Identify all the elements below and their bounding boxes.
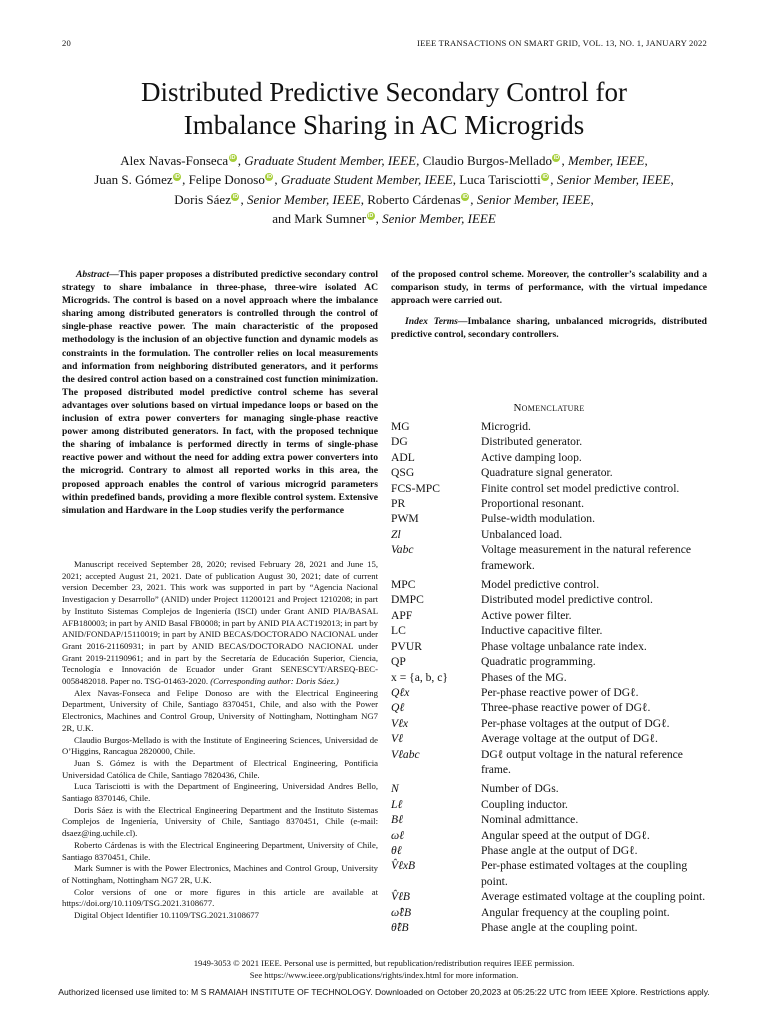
nomenclature-definition: Phases of the MG. [481,670,567,684]
nomenclature-heading: Nomenclature [513,402,585,414]
running-header [62,38,707,50]
journal-info: IEEE TRANSACTIONS ON SMART GRID, VOL. 13, NO. 1, JANUARY 2022 [417,38,707,48]
nomenclature-definition: Inductive capacitive filter. [481,624,603,638]
nomenclature-symbol: Vℓabc [391,747,420,761]
nomenclature-row [391,843,707,858]
nomenclature-symbol: Lℓ [391,797,403,811]
nomenclature-symbol: QP [391,655,406,669]
nomenclature-definition: Distributed generator. [481,435,583,449]
author-name: Juan S. Gómez [94,172,173,188]
author-name: Alex Navas-Fonseca [120,153,229,168]
author-role: Senior Member, IEEE [556,172,671,188]
author-line-1: Alex Navas-Fonseca iD , Graduate Student Member, IEEE, Claudio Burgos-Mellado iD , Member, IEEE, [120,153,648,168]
affiliation-footnote: Luca Tarisciotti is with the Department of Engineering, Universidad Andres Bello, Santiago 8370146, Chile. [62,781,378,804]
download-notice: Authorized licensed use limited to: M S RAMAIAH INSTITUTE OF TECHNOLOGY. Downloaded on October 20,2023 at 05:25:22 UTC from IEEE Xplore. Restrictions apply. [58,987,710,997]
nomenclature-symbol: MPC [391,578,416,592]
color-figures-note: Color versions of one or more figures in this article are available at https://doi.org/10.1109/TSG.2021.3108677. [62,886,378,909]
abstract-label: Abstract [76,269,110,280]
nomenclature-symbol: N [391,782,399,796]
nomenclature-symbol: ADL [391,450,415,464]
nomenclature-symbol: QSG [391,466,415,480]
nomenclature-row [391,527,707,542]
nomenclature-symbol: DMPC [391,593,424,607]
nomenclature-definition: Quadratic programming. [481,655,596,669]
nomenclature-row [391,608,707,623]
nomenclature-definition: Distributed model predictive control. [481,593,653,607]
nomenclature-symbol: Vabc [391,543,414,557]
nomenclature-symbol: θℓ [391,843,402,857]
author-role: Senior Member, IEEE [476,191,591,207]
nomenclature-definition: Quadrature signal generator. [481,466,613,480]
orcid-icon[interactable]: iD [367,212,374,219]
nomenclature-definition: Nominal admittance. [481,813,579,827]
nomenclature-definition: Angular speed at the output of DGℓ. [481,828,650,842]
copyright-line-2: See https://www.ieee.org/publications/rights/index.html for more information. [249,970,519,980]
affiliation-footnote: Doris Sáez is with the Electrical Engineering Department and the Instituto Sistemas Complejos de Ingeniería, University of Chile, Santiago 8370451, Chile (e-mail: dsaez@ing.uchile.cl). [62,804,378,839]
nomenclature-definition: Proportional resonant. [481,497,585,511]
nomenclature-definition: Per-phase reactive power of DGℓ. [481,685,639,699]
author-name: Doris Sáez [174,191,231,207]
author-role: Graduate Student Member, IEEE [280,172,453,188]
nomenclature-row [391,685,707,700]
nomenclature-definition: Coupling inductor. [481,797,568,811]
affiliation-footnote: Alex Navas-Fonseca and Felipe Donoso are with the Electrical Engineering Department, University of Chile, Santiago 8370451, Chile, and also with the Power Electronics, Machines and Control Group, University of Nottingham, Nottingham NG7 2R, U.K. [62,687,378,733]
nomenclature-definition: Average estimated voltage at the coupling point. [481,890,706,904]
nomenclature-symbol: MG [391,420,410,433]
nomenclature-row [391,920,707,935]
nomenclature-row [391,511,707,526]
nomenclature-row [391,481,707,496]
nomenclature-definition: Phase angle at the coupling point. [481,921,638,934]
nomenclature-symbol: LC [391,624,406,638]
left-column [62,268,378,517]
doi-footnote: Digital Object Identifier 10.1109/TSG.2021.3108677 [74,910,259,921]
index-terms: Index Terms—Imbalance sharing, unbalanced microgrids, distributed predictive control, secondary controllers. [391,316,707,341]
nomenclature-symbol: ω̂ℓB [391,905,412,919]
nomenclature-definition: Pulse-width modulation. [481,512,596,526]
index-terms-label: Index Terms [405,316,458,328]
index-terms-text: Imbalance sharing, unbalanced microgrids, distributed predictive control, secondary controllers. [391,316,707,341]
footnotes [62,559,378,922]
author-role: Member, IEEE [567,153,645,168]
nomenclature-definition: Per-phase voltages at the output of DGℓ. [481,716,670,730]
author-line-2: Juan S. Gómez iD , Felipe Donoso iD , Graduate Student Member, IEEE, Luca Tarisciotti iD , Senior Member, IEEE, [94,172,674,188]
affiliation-footnote: Roberto Cárdenas is with the Electrical Engineering Department, University of Chile, Santiago 8370451, Chile. [62,839,378,862]
nomenclature-symbol: θ̂ℓB [391,921,409,934]
abstract-text: This paper proposes a distributed predictive secondary control strategy to share imbalance in three-phase, three-wire isolated AC Microgrids. The control is based on a novel approach where the imbalance sharing among distributed generators is controlled through the control of single-phase reactive power. The main characteristic of the proposed methodology is the inclusion of an objective function and dynamic models as constraints in the formulation. The controller relies on local measurements and information from neighboring distributed generators, and it performs the desired control action based on a constrained cost function minimization. The proposed distributed model predictive control scheme has several advantages over solutions based on virtual impedance loops or based on the inclusion of extra power converters for managing single-phase reactive power among distributed generators. In fact, with the proposed technique the sharing of imbalance is performed directly in terms of single-phase reactive power and without the need for adding extra power converters into the microgrid. Contrary to almost all reported works in this area, the proposed approach enables the control of various microgrid parameters within predefined bands, providing a more flexible control system. Extensive simulation and Hardware in the Loop studies verify the performance [62,269,378,516]
nomenclature-row [391,639,707,654]
nomenclature-definition: Phase voltage unbalance rate index. [481,639,647,653]
author-role: Senior Member, IEEE [382,210,496,226]
nomenclature-definition: Per-phase estimated voltages at the coupling point. [481,859,688,888]
nomenclature-row [391,654,707,669]
nomenclature-definition: Model predictive control. [481,578,600,592]
copyright-line-1: 1949-3053 © 2021 IEEE. Personal use is permitted, but republication/redistribution requires IEEE permission. [193,958,575,968]
nomenclature-symbol: APF [391,608,413,622]
nomenclature-row [391,450,707,465]
affiliation-footnote: Claudio Burgos-Mellado is with the Institute of Engineering Sciences, Universidad de O’Higgins, Rancagua 2820000, Chile. [62,734,378,757]
nomenclature-symbol: FCS-MPC [391,481,440,495]
title-line-2: Imbalance Sharing in AC Microgrids [183,110,585,140]
nomenclature-row [391,592,707,607]
nomenclature-row [391,465,707,480]
nomenclature-symbol: PR [391,497,406,511]
nomenclature-symbol: Bℓ [391,813,403,827]
orcid-icon[interactable]: iD [266,174,273,181]
nomenclature-row [391,828,707,843]
nomenclature-row [391,797,707,812]
orcid-icon[interactable]: iD [542,174,548,181]
nomenclature-definition: Microgrid. [481,420,531,433]
nomenclature-symbol: x = {a, b, c} [391,670,448,684]
orcid-icon[interactable]: iD [232,193,239,200]
nomenclature-symbol: Vℓx [391,716,409,730]
nomenclature-row [391,747,707,778]
abstract: Abstract—This paper proposes a distributed predictive secondary control strategy to share imbalance in three-phase, three-wire isolated AC Microgrids. The control is based on a novel approach where the imbalance sharing among distributed generators is controlled through the control of single-phase reactive power. The main characteristic of the proposed methodology is the inclusion of an objective function and dynamic models as constraints in the formulation. The controller relies on local measurements and information from neighboring distributed generators, and it performs the desired control action based on a constrained cost function minimization. The proposed distributed model predictive control scheme has several advantages over solutions based on virtual impedance loops or based on the inclusion of extra power converters for managing single-phase reactive power among distributed generators. In fact, with the proposed technique the sharing of imbalance is performed directly in terms of single-phase reactive power and without the need for adding extra power converters into the microgrid. Contrary to almost all reported works in this area, the proposed approach enables the control of various microgrid parameters within predefined bands, providing a more flexible control system. Extensive simulation and Hardware in the Loop studies verify the performance [62,269,378,516]
nomenclature-row [391,670,707,685]
author-list [40,151,728,228]
author-name: Claudio Burgos-Mellado [422,153,552,168]
nomenclature-definition: Voltage measurement in the natural reference framework. [481,543,691,572]
author-name: Roberto Cárdenas [367,191,461,207]
nomenclature-row [391,434,707,449]
nomenclature-symbol: ωℓ [391,828,405,842]
nomenclature-row [391,700,707,715]
affiliation-footnote: Mark Sumner is with the Power Electronics, Machines and Control Group, University of Nottingham, Nottingham NG7 2R, U.K. [62,863,378,885]
author-line-3: Doris Sáez iD , Senior Member, IEEE, Roberto Cárdenas iD , Senior Member, IEEE, [174,191,594,207]
nomenclature-symbol: PWM [391,512,419,526]
orcid-icon[interactable]: iD [553,155,560,161]
nomenclature-symbol: Qℓ [391,701,405,715]
nomenclature [391,402,707,935]
nomenclature-definition: Angular frequency at the coupling point. [481,905,670,919]
manuscript-footnote: Manuscript received September 28, 2020; revised February 28, 2021 and June 15, 2021; accepted August 21, 2021. Date of publication August 30, 2021; date of current version December 23, 2021. This work was supported in part by “Agencia Nacional Investigacion y Desarrollo” (ANID) under Project 11200121 and Project 1210208; in part by Instituto Sistemas Complejos de Ingeniería (ISCI) under Grant ANID PIA/BASAL AFB180003; in part by ANID Basal FB0008; in part by ANID PIA ACT192013; in part by ANID/FONDAP/15110019; in part by ANID BECAS/DOCTORADO NACIONAL under Grant 2016-21160931; in part by ANID BECAS/DOCTORADO NACIONAL under Grant 2019-21190961; and in part by the Secretaría de Educación Superior, Ciencia, Tecnología e Innovación de Ecuador under Grant SENESCYT/ARSEQ-BEC-0058482018. Paper no. TSG-01463-2020. (Corresponding author: Doris Sáez.) [62,559,378,687]
author-role: Senior Member, IEEE [246,191,361,207]
nomenclature-definition: Unbalanced load. [481,527,563,541]
author-name: Mark Sumner [294,210,367,226]
orcid-icon[interactable]: iD [229,155,236,161]
nomenclature-definition: Phase angle at the output of DGℓ. [481,843,638,857]
abstract-continuation: of the proposed control scheme. Moreover, the controller’s scalability and a comparison study, in terms of performance, with the virtual impedance approach were carried out. [391,269,707,307]
nomenclature-symbol: Vℓ [391,732,403,746]
nomenclature-definition: Average voltage at the output of DGℓ. [481,732,658,746]
author-name: Luca Tarisciotti [459,172,541,188]
nomenclature-definition: Active damping loop. [481,450,582,464]
nomenclature-row [391,858,707,889]
nomenclature-row [391,496,707,511]
author-line-4: and Mark Sumner iD , Senior Member, IEEE [272,210,496,226]
orcid-icon[interactable]: iD [174,174,180,181]
nomenclature-definition: Finite control set model predictive control. [481,481,680,495]
nomenclature-definition: Active power filter. [481,608,572,622]
nomenclature-row [391,623,707,638]
nomenclature-symbol: V̂ℓB [391,890,410,904]
nomenclature-symbol: Qℓx [391,685,410,699]
affiliation-footnote: Juan S. Gómez is with the Department of Electrical Engineering, Pontificia Universidad Católica de Chile, Santiago 7820436, Chile. [62,757,378,780]
nomenclature-row [391,716,707,731]
nomenclature-row [391,419,707,434]
nomenclature-row [391,577,707,592]
nomenclature-row [391,905,707,920]
paper-title [40,76,728,142]
nomenclature-definition: Number of DGs. [481,782,559,796]
nomenclature-row [391,781,707,796]
page-number: 20 [62,38,71,48]
copyright-notice [40,957,728,981]
nomenclature-row [391,889,707,904]
nomenclature-definition: Three-phase reactive power of DGℓ. [481,701,651,715]
orcid-icon[interactable]: iD [462,193,468,200]
title-line-1: Distributed Predictive Secondary Control for [141,77,627,107]
author-name: Felipe Donoso [188,172,265,188]
right-column [391,268,707,341]
nomenclature-symbol: V̂ℓxB [391,859,416,873]
nomenclature-symbol: Zl [391,527,401,541]
nomenclature-symbol: PVUR [391,639,422,653]
corresponding-author: (Corresponding author: Doris Sáez.) [210,676,339,687]
nomenclature-row [391,542,707,573]
author-role: Graduate Student Member, IEEE [244,153,417,168]
nomenclature-row [391,731,707,746]
nomenclature-definition: DGℓ output voltage in the natural reference frame. [481,747,683,776]
nomenclature-list [391,419,707,935]
nomenclature-symbol: DG [391,435,408,449]
nomenclature-row [391,812,707,827]
